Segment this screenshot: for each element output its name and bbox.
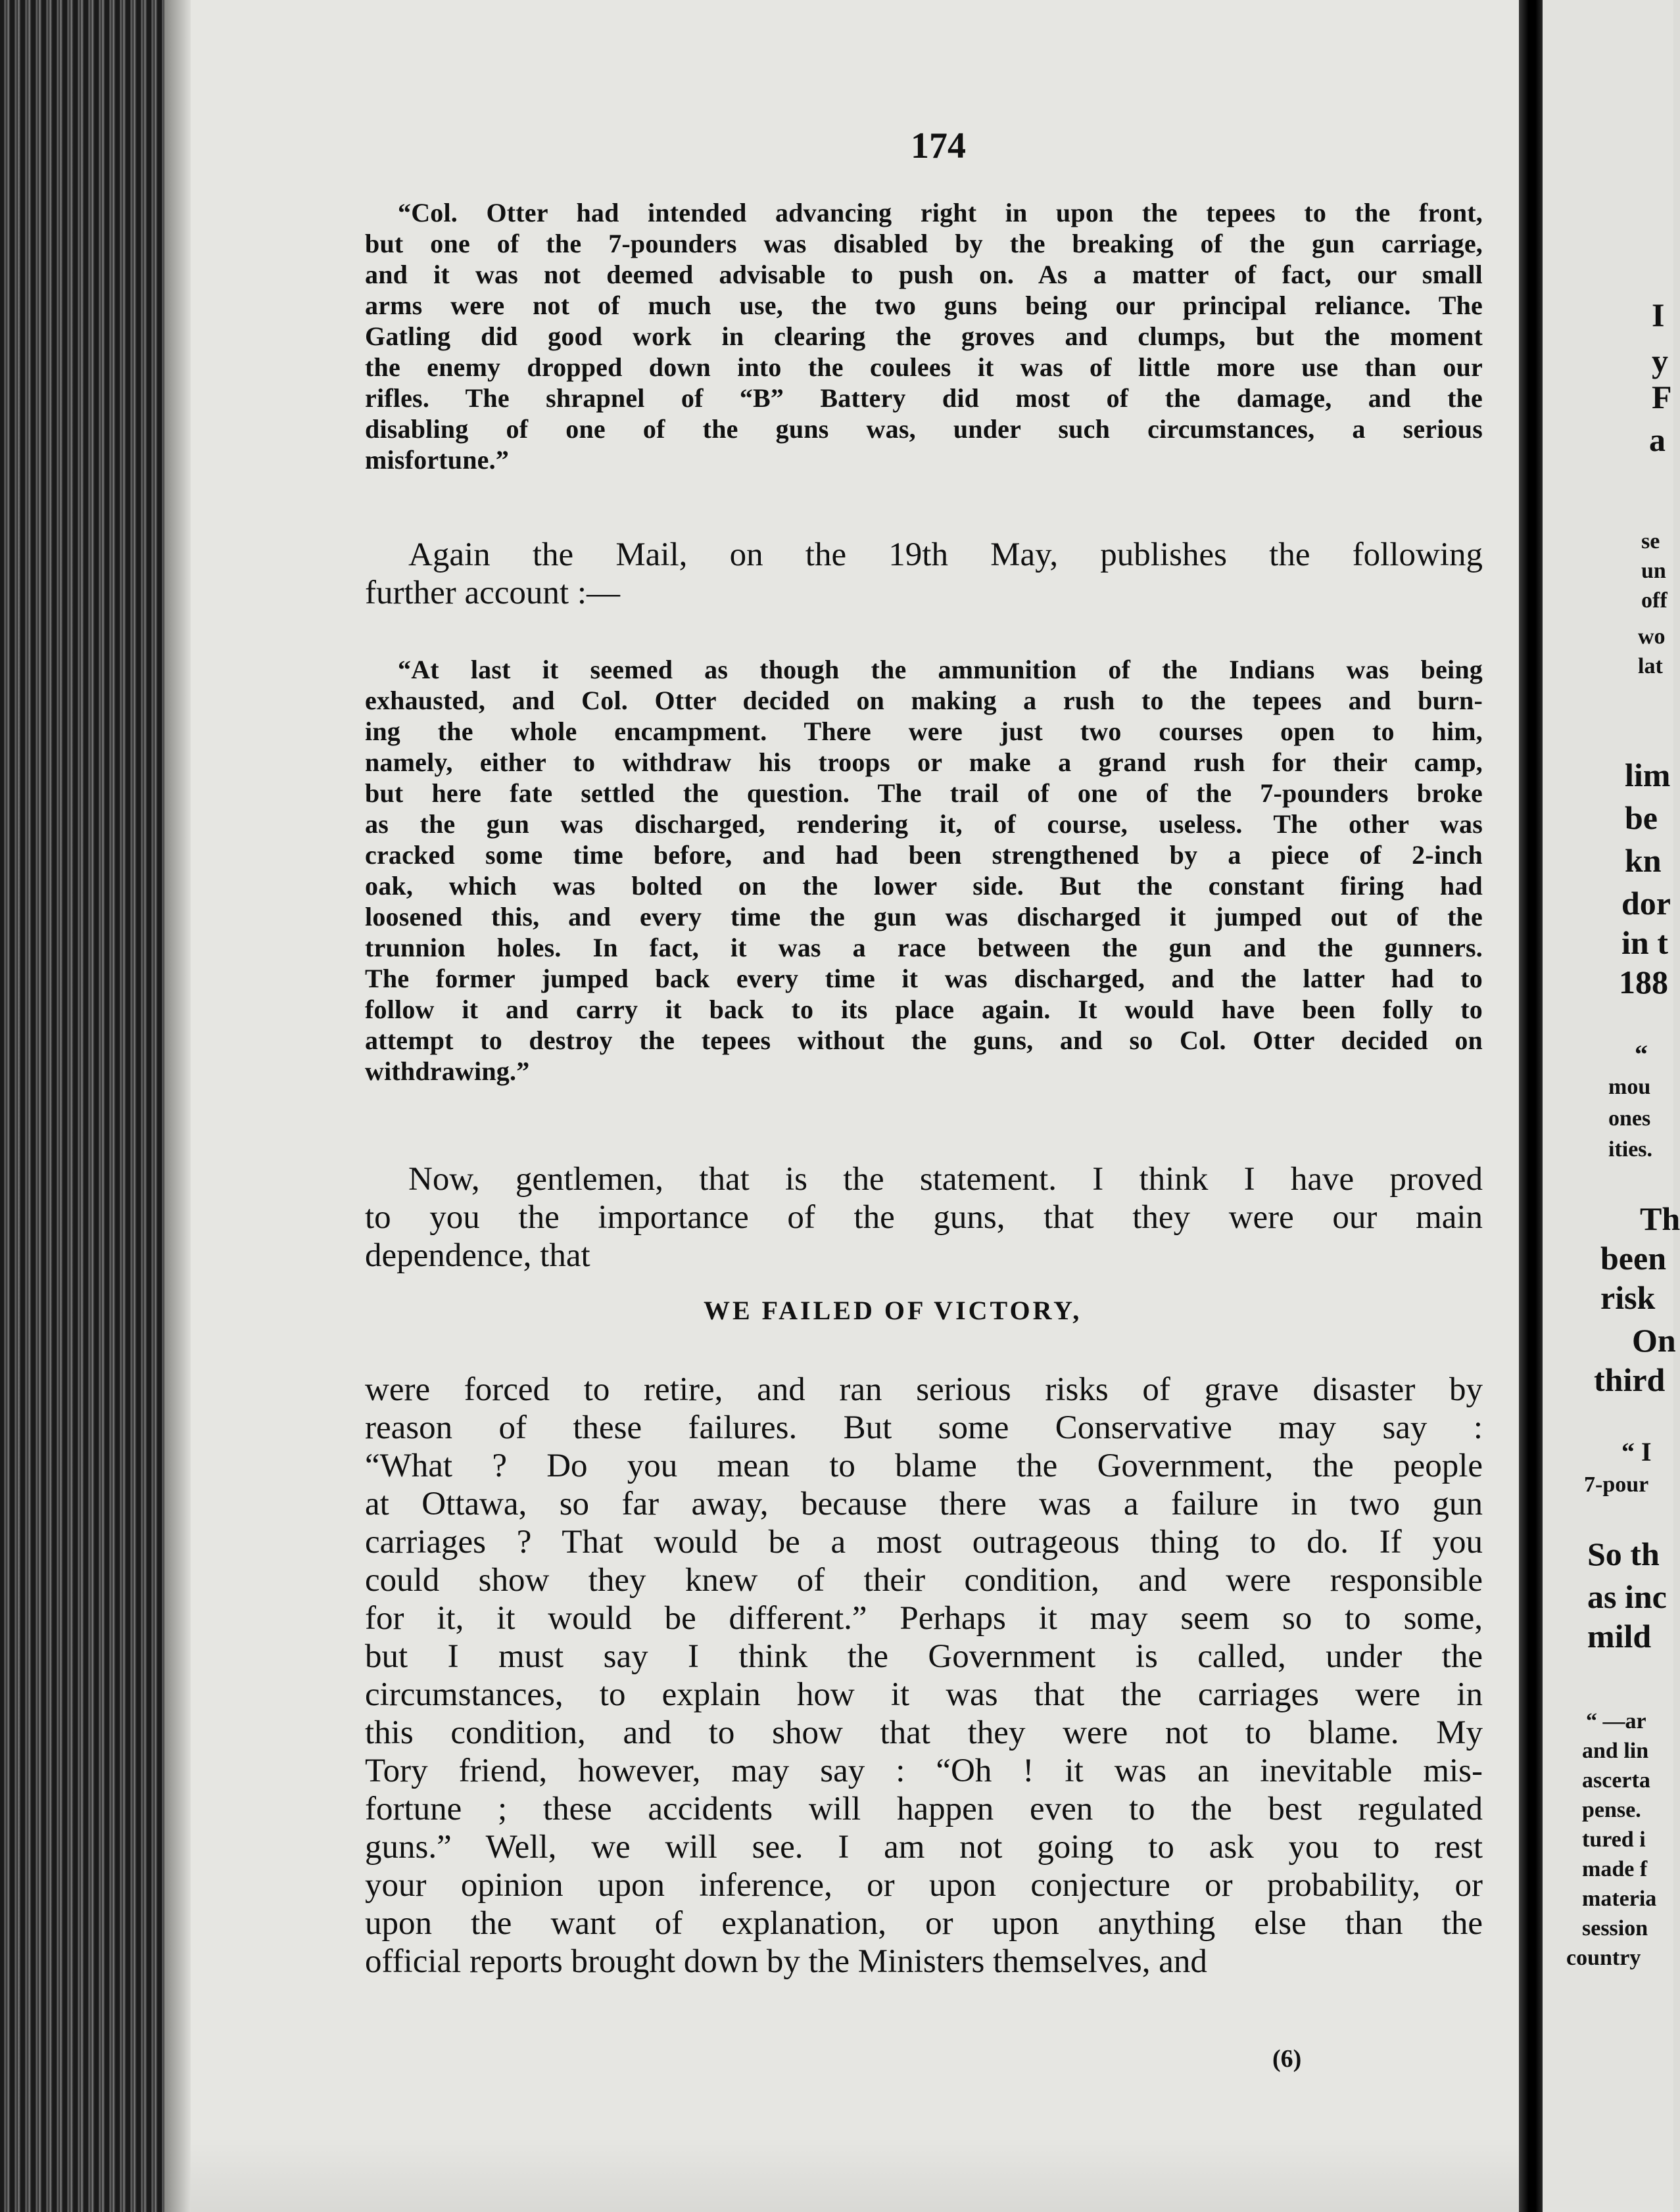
facing-fragment: lat	[1638, 654, 1663, 678]
facing-fragment: risk	[1600, 1279, 1656, 1316]
quote-line: disabling of one of the guns was, under such circumstances, a serious	[365, 414, 1483, 444]
facing-fragment: So th	[1587, 1536, 1660, 1572]
page-edge-shadow	[164, 0, 191, 2212]
facing-fragment: session	[1582, 1916, 1648, 1941]
facing-fragment: se	[1641, 529, 1660, 553]
paragraph-line: official reports brought down by the Ministers themselves, and	[365, 1943, 1207, 1980]
quote-line: ing the whole encampment. There were just two courses open to him,	[365, 717, 1483, 746]
facing-fragment: tured i	[1582, 1827, 1646, 1852]
paragraph-line: carriages ? That would be a most outrageous thing to do. If you	[365, 1524, 1483, 1561]
page-bottom-shading	[191, 2136, 1519, 2212]
facing-fragment: I	[1652, 296, 1665, 333]
facing-fragment: 188	[1619, 964, 1668, 1000]
page-number: 174	[911, 126, 966, 166]
facing-fragment: a	[1649, 421, 1666, 458]
quote-line: namely, either to withdraw his troops or make a grand rush for their camp,	[365, 747, 1483, 777]
paragraph-line: this condition, and to show that they were not to blame. My	[365, 1714, 1483, 1751]
facing-fragment: in t	[1621, 924, 1668, 961]
facing-fragment: “	[1635, 1039, 1648, 1069]
facing-fragment: ities.	[1608, 1137, 1653, 1162]
quote-otter-tepees	[365, 197, 1483, 475]
quote-line: as the gun was discharged, rendering it, of course, useless. The other was	[365, 809, 1483, 839]
facing-fragment: been	[1600, 1240, 1666, 1277]
quote-line: The former jumped back every time it was discharged, and the latter had to	[365, 964, 1483, 993]
paragraph-line: reason of these failures. But some Conservative may say :	[365, 1409, 1483, 1446]
quote-line: “At last it seemed as though the ammunition of the Indians was being	[398, 655, 1483, 684]
quote-line: cracked some time before, and had been strengthened by a piece of 2-inch	[365, 840, 1483, 870]
paragraph-line: fortune ; these accidents will happen even to the best regulated	[365, 1791, 1483, 1827]
quote-line: attempt to destroy the tepees without the guns, and so Col. Otter decided on	[365, 1025, 1483, 1055]
facing-fragment: made f	[1582, 1857, 1648, 1881]
quote-line: exhausted, and Col. Otter decided on making a rush to the tepees and burn-	[365, 686, 1483, 715]
facing-fragment: “ —ar	[1586, 1709, 1646, 1733]
facing-fragment: dor	[1621, 885, 1671, 922]
facing-fragment: and lin	[1582, 1739, 1649, 1763]
facing-fragment: mild	[1587, 1618, 1652, 1655]
quote-line: loosened this, and every time the gun was discharged it jumped out of the	[365, 902, 1483, 931]
quote-line: trunnion holes. In fact, it was a race between the gun and the gunners.	[365, 933, 1483, 962]
paragraph-line: your opinion upon inference, or upon conjecture or probability, or	[365, 1867, 1483, 1904]
paragraph-line: for it, it would be different.” Perhaps it may seem so to some,	[365, 1600, 1483, 1637]
argument-paragraph	[365, 1371, 1483, 1981]
statement-paragraph	[365, 1160, 1483, 1275]
paragraph-line: dependence, that	[365, 1237, 590, 1274]
paragraph-line: Again the Mail, on the 19th May, publishes the following	[408, 536, 1483, 573]
facing-fragment: ascerta	[1582, 1768, 1650, 1793]
quote-line: arms were not of much use, the two guns being our principal reliance. The	[365, 291, 1483, 320]
paragraph-line: further account :—	[365, 575, 621, 611]
paragraph-line: Tory friend, however, may say : “Oh ! it was an inevitable mis-	[365, 1753, 1483, 1789]
paragraph-line: Now, gentlemen, that is the statement. I think I have proved	[408, 1161, 1483, 1198]
quote-line: withdrawing.”	[365, 1056, 530, 1086]
quote-line: and it was not deemed advisable to push on. As a matter of fact, our small	[365, 260, 1483, 289]
quote-line: but one of the 7-pounders was disabled by the breaking of the gun carriage,	[365, 229, 1483, 258]
paragraph-line: could show they knew of their condition, and were responsible	[365, 1562, 1483, 1599]
facing-fragment: pense.	[1582, 1798, 1641, 1822]
facing-fragment: as inc	[1587, 1578, 1667, 1615]
facing-fragment: off	[1641, 588, 1668, 613]
paragraph-line: at Ottawa, so far away, because there was a failure in two gun	[365, 1486, 1483, 1522]
facing-fragment: Th	[1640, 1200, 1680, 1237]
intro-paragraph	[365, 536, 1483, 612]
paragraph-line: “What ? Do you mean to blame the Government, the people	[365, 1447, 1483, 1484]
quote-line: Gatling did good work in clearing the groves and clumps, but the moment	[365, 321, 1483, 351]
facing-fragment: country	[1566, 1946, 1641, 1970]
section-heading: WE FAILED OF VICTORY,	[704, 1296, 1082, 1325]
quote-line: misfortune.”	[365, 445, 510, 475]
quote-line: oak, which was bolted on the lower side. But the constant firing had	[365, 871, 1483, 901]
paragraph-line: upon the want of explanation, or upon anything else than the	[365, 1905, 1483, 1942]
facing-fragment: lim	[1625, 757, 1671, 793]
quote-line: but here fate settled the question. The trail of one of the 7-pounders broke	[365, 778, 1483, 808]
facing-fragment: On	[1632, 1322, 1676, 1359]
paragraph-line: were forced to retire, and ran serious risks of grave disaster by	[365, 1371, 1483, 1408]
book-page-edges	[0, 0, 164, 2212]
facing-fragment: materia	[1582, 1887, 1657, 1911]
quote-mail-account	[365, 654, 1483, 1087]
facing-fragment: F	[1652, 379, 1672, 415]
paragraph-line: guns.” Well, we will see. I am not going to ask you to rest	[365, 1829, 1483, 1866]
paragraph-line: but I must say I think the Government is called, under the	[365, 1638, 1483, 1675]
facing-fragment: mou	[1608, 1075, 1651, 1099]
quote-line: follow it and carry it back to its place again. It would have been folly to	[365, 995, 1483, 1024]
paragraph-line: to you the importance of the guns, that they were our main	[365, 1199, 1483, 1236]
quote-line: rifles. The shrapnel of “B” Battery did most of the damage, and the	[365, 383, 1483, 413]
signature-mark: (6)	[1272, 2045, 1302, 2073]
facing-fragment: wo	[1638, 624, 1666, 649]
facing-fragment: third	[1594, 1361, 1666, 1398]
quote-line: “Col. Otter had intended advancing right in upon the tepees to the front,	[398, 198, 1483, 227]
facing-fragment: y	[1652, 342, 1668, 379]
quote-line: the enemy dropped down into the coulees it was of little more use than our	[365, 352, 1483, 382]
facing-fragment: 7-pour	[1584, 1472, 1649, 1497]
paragraph-line: circumstances, to explain how it was that the carriages were in	[365, 1676, 1483, 1713]
facing-fragment: “ I	[1621, 1437, 1652, 1467]
facing-fragment: be	[1625, 799, 1658, 836]
facing-fragment: kn	[1625, 842, 1662, 879]
facing-fragment: ones	[1608, 1106, 1651, 1131]
book-gutter	[1519, 0, 1543, 2212]
facing-page	[1543, 0, 1680, 2212]
facing-fragment: un	[1641, 559, 1666, 583]
